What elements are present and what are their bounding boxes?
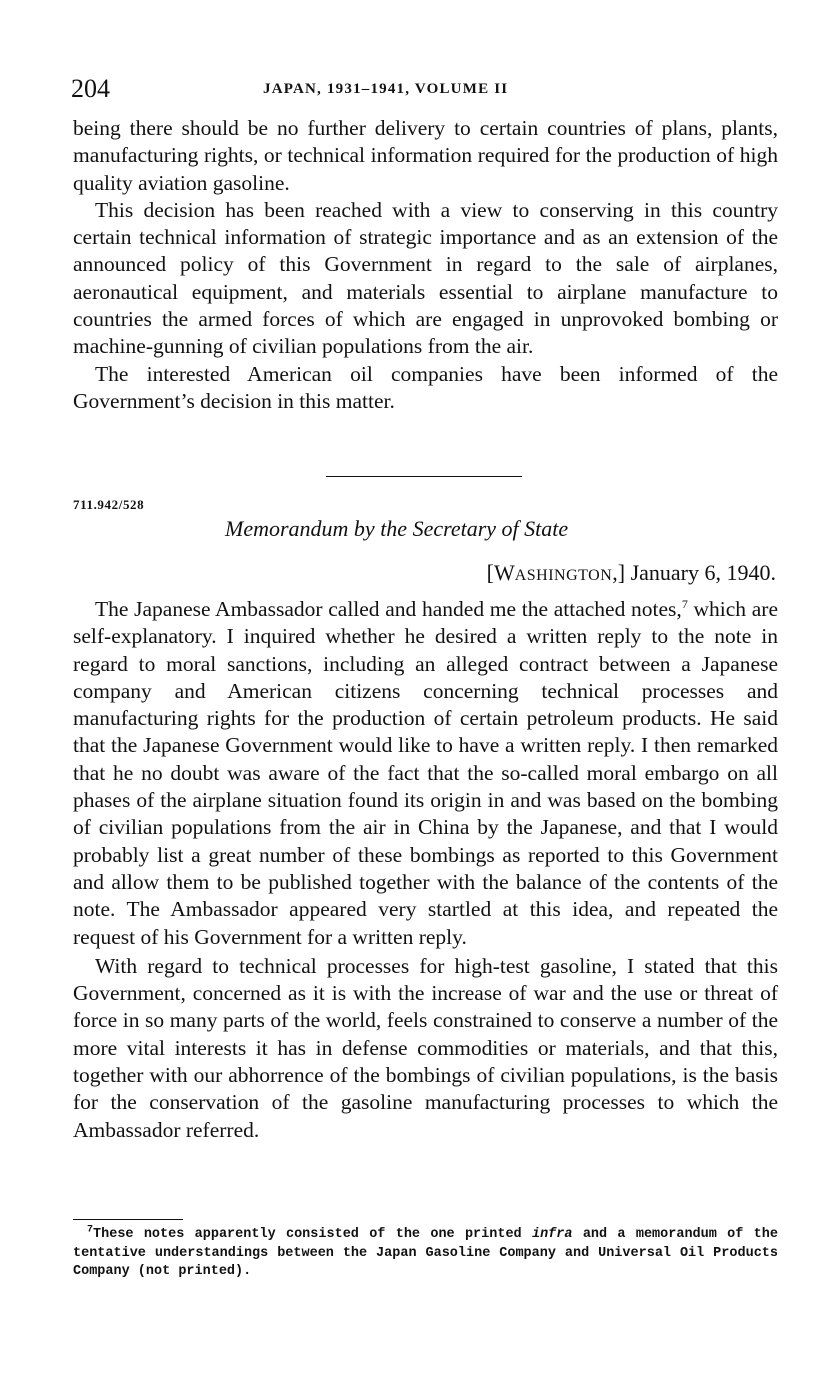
footnote-reference: 7 [681, 596, 688, 611]
footnote-text: and a memorandum of the tentative understandings between the Japan Gasoline Company and Universal Oil Products Company (not printed). [73, 1227, 778, 1280]
footnote-marker: 7 [87, 1224, 94, 1236]
footnote [73, 1226, 778, 1282]
paragraph: This decision has been reached with a view to conserving in this country certain technical information of strategic importance and as an extension of the announced policy of this Government in regard to the sale of airplanes, aeronautical equipment, and materials essential to airplane manufacture to countries the armed forces of which are engaged in unprovoked bombing or machine-gunning of civilian populations from the air. [73, 197, 778, 359]
dateline-bracket-close: ,] [612, 560, 626, 585]
dateline-bracket-open: [ [486, 560, 494, 585]
paragraph-text: The Japanese Ambassador called and handed me the attached notes, [95, 597, 682, 621]
memorandum-body [73, 596, 778, 1144]
dateline-place: ASHINGTON [514, 567, 613, 584]
dateline-place-initial: W [493, 560, 515, 585]
previous-document-text [73, 115, 778, 415]
paragraph-text: which are self-explanatory. I inquired whether he desired a written reply to the note in regard to moral sanctions, including an alleged contract between a Japanese company and American citizens concerning technical processes and manufacturing rights for the production of certain petroleum products. He said that the Japanese Government would like to have a written reply. I then remarked that he no doubt was aware of the fact that the so-called moral embargo on all phases of the airplane situation found its origin in and was based on the bombing of civilian populations from the air in China by the Japanese, and that I would probably list a great number of these bombings as reported to this Government and allow them to be published together with the balance of the contents of the note. The Ambassador appeared very startled at this idea, and repeated the request of his Government for a written reply. [73, 597, 779, 949]
paragraph [73, 596, 778, 951]
footnote-text: These notes apparently consisted of the one printed [93, 1227, 532, 1242]
dateline [487, 558, 776, 591]
dateline-date: January 6, 1940. [630, 560, 776, 585]
footnote-italic: infra [531, 1227, 573, 1242]
running-head: JAPAN, 1931–1941, VOLUME II [263, 81, 509, 97]
document-title: Memorandum by the Secretary of State [225, 516, 569, 541]
file-number: 711.942/528 [73, 497, 145, 512]
section-divider [326, 476, 522, 477]
paragraph: being there should be no further delivery to certain countries of plans, plants, manufacturing rights, or technical information required for the production of high quality aviation gasoline. [73, 116, 778, 195]
page-number: 204 [71, 74, 110, 103]
paragraph: With regard to technical processes for high-test gasoline, I stated that this Government, concerned as it is with the increase of war and the use or threat of force in so many parts of the world, feels constrained to conserve a number of the more vital interests it has in defense commodities or materials, and that this, together with our abhorrence of the bombings of civilian populations, is the basis for the conservation of the gasoline manufacturing processes to which the Ambassador referred. [73, 953, 778, 1142]
footnote-divider [73, 1219, 183, 1220]
page-header [73, 74, 778, 104]
paragraph: The interested American oil companies have been informed of the Government’s decision in this matter. [73, 361, 778, 413]
